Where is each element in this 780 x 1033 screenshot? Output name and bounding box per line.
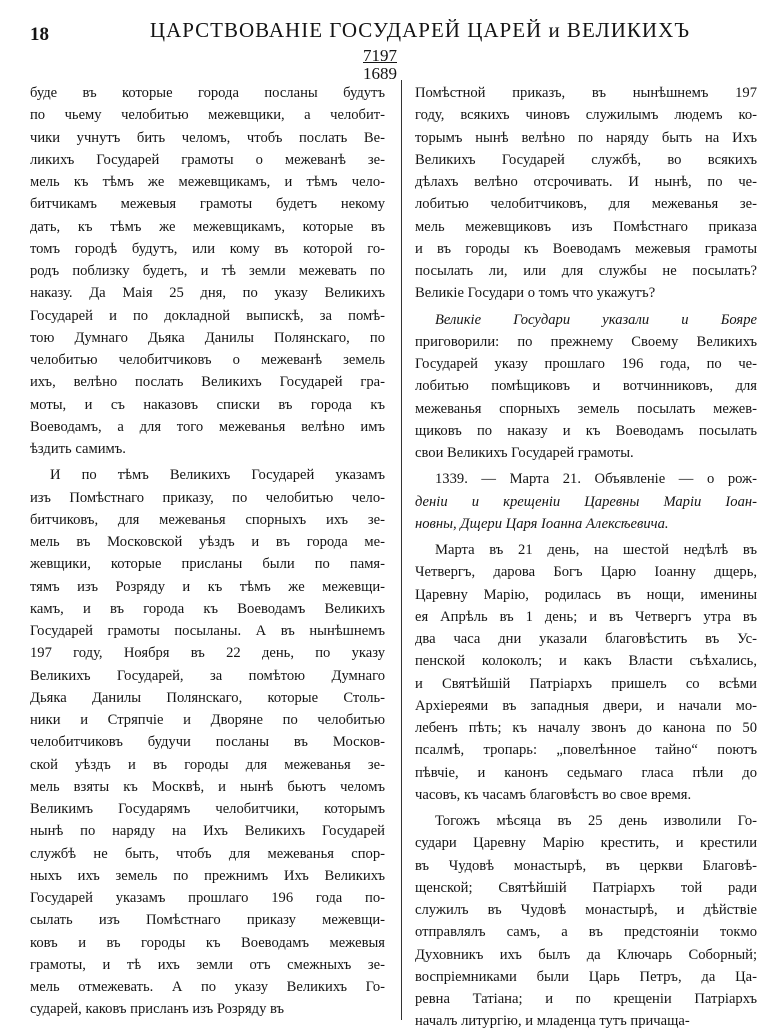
text-line: родъ поблизку будетъ, и тѣ земли межевать по	[30, 263, 385, 279]
text-line: посылать ли, или для службы не посылать?	[415, 263, 757, 279]
text-line: Тогожъ мѣсяца въ 25 день изволили Го-	[435, 813, 757, 829]
column-divider	[401, 80, 402, 1020]
text-line: ныхъ ихъ земель по прежнимъ Ихъ Великихъ	[30, 867, 385, 884]
text-line: челобитчиковъ будучи посланы въ Москов-	[30, 734, 385, 751]
text-line: воспріемниками были Царь Петръ, да Ца-	[415, 968, 757, 985]
right-text-column	[415, 82, 757, 1033]
text-line: торымъ нынѣ велѣно по наряду быть на Ихъ	[415, 129, 757, 146]
text-line: сылать изъ Помѣстнаго приказу межевщи-	[30, 912, 385, 929]
left-text-column	[30, 82, 385, 1021]
text-line: ликихъ Государей грамоты о межеванѣ зе-	[30, 151, 385, 168]
text-line: нынѣ по наряду на Ихъ Великихъ Государей	[30, 823, 385, 840]
text-line: ихъ, велѣно послать Великихъ Государей гра-	[30, 374, 385, 391]
text-line: тою Думнаго Дьяка Данилы Полянскаго, по	[30, 329, 385, 346]
text-line: дать, къ тѣмъ же межевщикамъ, которые въ	[30, 218, 385, 235]
text-line: Четвергъ, дарова Богъ Царю Іоанну дщерь,	[415, 564, 757, 581]
text-line: Государей и по докладной выпискѣ, за помѣ-	[30, 307, 385, 324]
text-line: псалмѣ, тропарь: „повелѣнное тайно“ поютъ	[415, 742, 757, 759]
text-line: И по тѣмъ Великихъ Государей указамъ	[50, 467, 385, 484]
text-line: мель къ тѣмъ же межевщикамъ, и тѣмъ чело-	[30, 174, 385, 190]
text-line: службѣ не быть, чтобъ для межеванья спор-	[30, 845, 385, 862]
text-line: мель отмежевать. А по указу Великихъ Го-	[30, 979, 385, 995]
text-line: Великихъ Государей службѣ, во всякихъ	[415, 151, 757, 168]
text-line: дѣлахъ велѣно отсрочивать. И нынѣ, по че-	[415, 174, 757, 190]
text-line: приговорили: по прежнему Своему Великихъ	[415, 333, 757, 350]
text-line: и Святѣйшій Патріархъ пришелъ со всѣми	[415, 675, 757, 692]
text-line: и въ городы къ Воеводамъ межевыя грамоты	[415, 240, 757, 257]
text-line: служилъ въ Чудовѣ монастырѣ, и дѣйствіе	[415, 902, 757, 918]
text-line: лобитью челобитчиковъ, для межеванья зе-	[415, 196, 757, 213]
text-line: тямъ изъ Розряду и къ тѣмъ же межевщи-	[30, 578, 385, 595]
text-line: ѣздить самимъ.	[30, 441, 126, 457]
text-line: въ Чудовѣ монастырѣ, въ церкви Благовѣ-	[415, 857, 757, 874]
text-line: пенской колоколъ; и какъ Власти съѣхались,	[415, 653, 757, 670]
text-line: межеванья спорныхъ земель посылать межев-	[415, 400, 757, 417]
text-line: новны, Дщери Царя Іоанна Алексѣевича.	[415, 515, 669, 532]
text-line: Государей указу прошлаго 196 года, по че-	[415, 356, 757, 372]
text-line: по чьему челобитью межевщики, а челобит-	[30, 107, 385, 124]
page-number: 18	[30, 24, 49, 45]
text-line: Духовникъ ихъ былъ да Ключарь Соборный;	[415, 946, 757, 963]
text-line: сударей, каковъ присланъ изъ Розряду въ	[30, 1001, 285, 1018]
text-line: Великіе Государи о томъ что укажутъ?	[415, 285, 656, 302]
text-line: Марта въ 21 день, на шестой недѣлѣ въ	[435, 542, 757, 558]
text-line: Архіереями въ западныя двери, и начали мо-	[415, 697, 757, 714]
text-line: буде въ которые города посланы будутъ	[30, 85, 385, 101]
text-line: наказу. Да Маія 25 дня, по указу Великихъ	[30, 285, 385, 302]
text-line: пѣвчіе, и канонъ седьмаго гласа пѣли до	[415, 764, 757, 781]
text-line: томъ городѣ будутъ, или кому въ которой го-	[30, 240, 385, 257]
text-line: деніи и крещеніи Царевны Маріи Іоан-	[415, 493, 757, 510]
text-line: году, всякихъ чиновъ служилымъ людемъ ко-	[415, 107, 757, 124]
text-line: мель въ Московской уѣздъ и въ города ме-	[30, 534, 385, 550]
text-line: чики учнутъ бить челомъ, чтобъ послать Ве-	[30, 129, 385, 146]
text-line: Великіе Государи указали и Бояре	[435, 311, 757, 328]
year-marginal-bottom: 1689	[363, 64, 397, 83]
text-line: грамоты, и тѣ ихъ земли отъ смежныхъ зе-	[30, 956, 385, 973]
text-line: Помѣстной приказъ, въ нынѣшнемъ 197	[415, 85, 757, 101]
text-line: началъ литургію, и младенца тутъ причаща-	[415, 1013, 690, 1030]
text-line: свои Великихъ Государей грамоты.	[415, 445, 634, 461]
running-head: ЦАРСТВОВАНІЕ ГОСУДАРЕЙ ЦАРЕЙ и ВЕЛИКИХЪ	[149, 18, 691, 42]
text-line: битчикамъ межевыя грамоты будетъ некому	[30, 196, 385, 213]
text-line: Великихъ Государей, за помѣтою Думнаго	[30, 667, 385, 684]
text-line: Государей указамъ прошлаго 196 года по-	[30, 890, 385, 906]
text-line: судари Царевну Марію крестить, и крестили	[415, 835, 757, 852]
text-line: два часа дни указали благовѣстить въ Ус-	[415, 631, 757, 647]
text-line: жевщики, которые присланы были по памя-	[30, 556, 385, 573]
text-line: ревна Татіана; и по крещеніи Патріархъ	[415, 991, 757, 1007]
text-line: мель межевщиковъ изъ Помѣстнаго приказа	[415, 218, 757, 235]
text-line: ской уѣздъ и въ городы для межеванья зе-	[30, 756, 385, 773]
text-line: ковъ и въ городы къ Воеводамъ межевыя	[30, 934, 385, 951]
text-line: моты, и съ наказовъ списки въ города къ	[30, 396, 385, 413]
text-line: Царевну Марію, родилась въ нощи, именины	[415, 586, 757, 603]
text-line: 1339. — Марта 21. Объявленіе — о рож-	[435, 471, 757, 488]
text-line: битчиковъ, для межеванья спорныхъ ихъ зе-	[30, 511, 385, 528]
text-line: челобитью челобитчиковъ о межеванѣ земель	[30, 352, 385, 368]
text-line: отправлялъ самъ, а въ предстояніи токмо	[415, 924, 757, 941]
text-line: часовъ, къ часамъ благовѣстъ во свое время.	[415, 786, 692, 803]
text-line: Государей грамоты посыланы. А въ нынѣшнемъ	[30, 623, 385, 639]
text-line: лебенъ пѣть; къ началу звонъ до канона по 50	[415, 720, 757, 736]
text-line: Великимъ Государямъ челобитчики, которымъ	[30, 801, 385, 817]
text-line: лобитью помѣщиковъ и вотчинниковъ, для	[415, 378, 757, 395]
text-line: щиковъ по наказу и къ Воеводамъ посылать	[415, 422, 757, 439]
text-line: ники и Стряпчіе и Дворяне по челобитью	[30, 712, 385, 728]
text-line: 197 году, Ноября въ 22 день, по указу	[30, 645, 385, 662]
text-line: ея Апрѣль въ 1 день; и въ Четвергъ утра въ	[415, 608, 757, 625]
text-line: камъ, и въ города къ Воеводамъ Великихъ	[30, 600, 385, 617]
text-line: Воеводамъ, а для того межеванья велѣно имъ	[30, 418, 385, 435]
text-line: изъ Помѣстнаго приказу, по челобитью чело-	[30, 489, 385, 506]
text-line: Дьяка Данилы Полянскаго, которые Столь-	[30, 689, 385, 706]
year-marginal-top: 7197	[363, 46, 397, 65]
text-line: мель взяты къ Москвѣ, и нынѣ бьютъ челомъ	[30, 778, 385, 795]
text-line: щенской; Святѣйшій Патріархъ той ради	[415, 879, 757, 896]
